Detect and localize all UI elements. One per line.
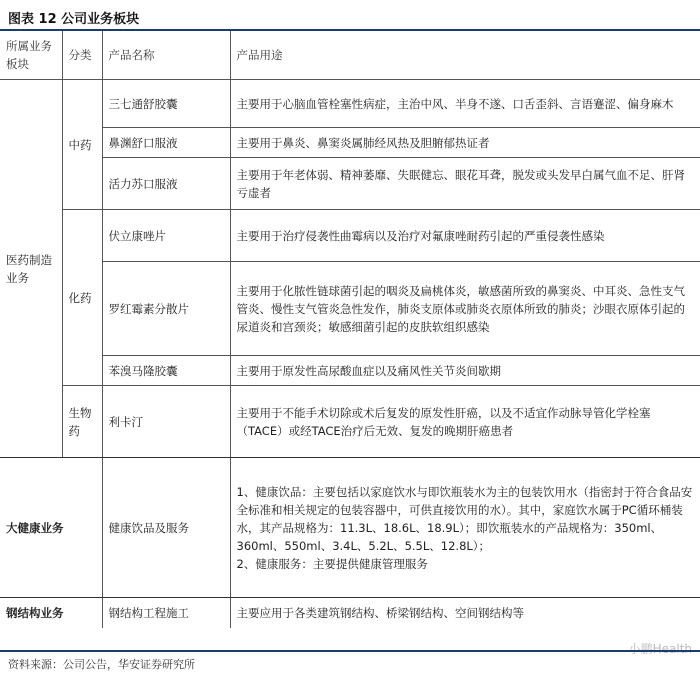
product-use: 主要用于鼻炎、鼻窦炎属肺经风热及胆腑郁热证者: [230, 128, 700, 158]
product-use: 主要用于不能手术切除或术后复发的原发性肝癌，以及不适宜作动脉导管化学栓塞（TACE）或经TACE治疗后无效、复发的晚期肝癌患者: [230, 386, 700, 458]
table-row: [0, 458, 700, 598]
product-name: 苯溴马隆胶囊: [102, 356, 230, 386]
category-bio: 生物药: [62, 386, 102, 458]
watermark: 小鹏Health: [628, 642, 692, 656]
product-use: [230, 458, 700, 598]
product-use-line: 2、健康服务：主要提供健康管理服务: [236, 556, 428, 571]
table-row: [0, 158, 700, 210]
figure-title: 图表 12 公司业务板块: [8, 12, 140, 27]
product-name: 活力苏口服液: [102, 158, 230, 210]
product-use: 主要用于化脓性链球菌引起的咽炎及扁桃体炎，敏感菌所致的鼻窦炎、中耳炎、急性支气管炎、慢性支气管炎急性发作，肺炎支原体或肺炎衣原体所致的肺炎；沙眼衣原体引起的尿道炎和宫颈炎；敏感细菌引起的皮肤软组织感染: [230, 262, 700, 356]
header-product-use: 产品用途: [230, 31, 700, 80]
category-tcm: 中药: [62, 80, 102, 210]
product-name: 罗红霉素分散片: [102, 262, 230, 356]
product-name: 健康饮品及服务: [102, 458, 230, 598]
table-row: [0, 386, 700, 458]
table-row: [0, 80, 700, 128]
header-segment: 所属业务板块: [6, 39, 52, 71]
product-use: 主要用于心脑血管栓塞性病症，主治中风、半身不遂、口舌歪斜、言语蹇涩、偏身麻木: [230, 80, 700, 128]
table-row: [0, 598, 700, 628]
table-row: [0, 128, 700, 158]
category-chem: 化药: [62, 210, 102, 386]
table-header-row: [0, 31, 700, 80]
source-note: 资料来源：公司公告，华安证券研究所: [8, 658, 195, 671]
segment-steel: 钢结构业务: [6, 605, 64, 620]
segment-pharma: 医药制造业务: [0, 80, 62, 458]
table-row: [0, 356, 700, 386]
business-table: [0, 31, 700, 628]
product-name: 伏立康唑片: [102, 210, 230, 262]
bottom-rule: [0, 650, 700, 652]
segment-health: 大健康业务: [0, 458, 102, 598]
product-use: 主要用于治疗侵袭性曲霉病以及治疗对氟康唑耐药引起的严重侵袭性感染: [230, 210, 700, 262]
product-name: 鼻渊舒口服液: [102, 128, 230, 158]
product-use-line: 1、健康饮品：主要包括以家庭饮水与即饮瓶装水为主的包装饮用水（指密封于符合食品安全标准和相关规定的包装容器中，可供直接饮用的水）。其中，家庭饮水属于PC循环桶装水，其产品规格为：11.3L、18.6L、18.9L）；即饮瓶装水的产品规格为：350ml、360ml、550ml、3.4L、5.2L、5.5L、12.8L）；: [236, 484, 693, 553]
product-use: 主要用于年老体弱、精神萎靡、失眠健忘、眼花耳聋，脱发或头发早白属气血不足、肝肾亏虚者: [230, 158, 700, 210]
product-use: 主要用于原发性高尿酸血症以及痛风性关节炎间歇期: [230, 356, 700, 386]
product-use: 主要应用于各类建筑钢结构、桥梁钢结构、空间钢结构等: [230, 598, 700, 628]
product-name: 钢结构工程施工: [102, 598, 230, 628]
header-category: 分类: [62, 31, 102, 80]
table-row: [0, 262, 700, 356]
table-row: [0, 210, 700, 262]
product-name: 利卡汀: [102, 386, 230, 458]
header-product-name: 产品名称: [102, 31, 230, 80]
product-name: 三七通舒胶囊: [102, 80, 230, 128]
